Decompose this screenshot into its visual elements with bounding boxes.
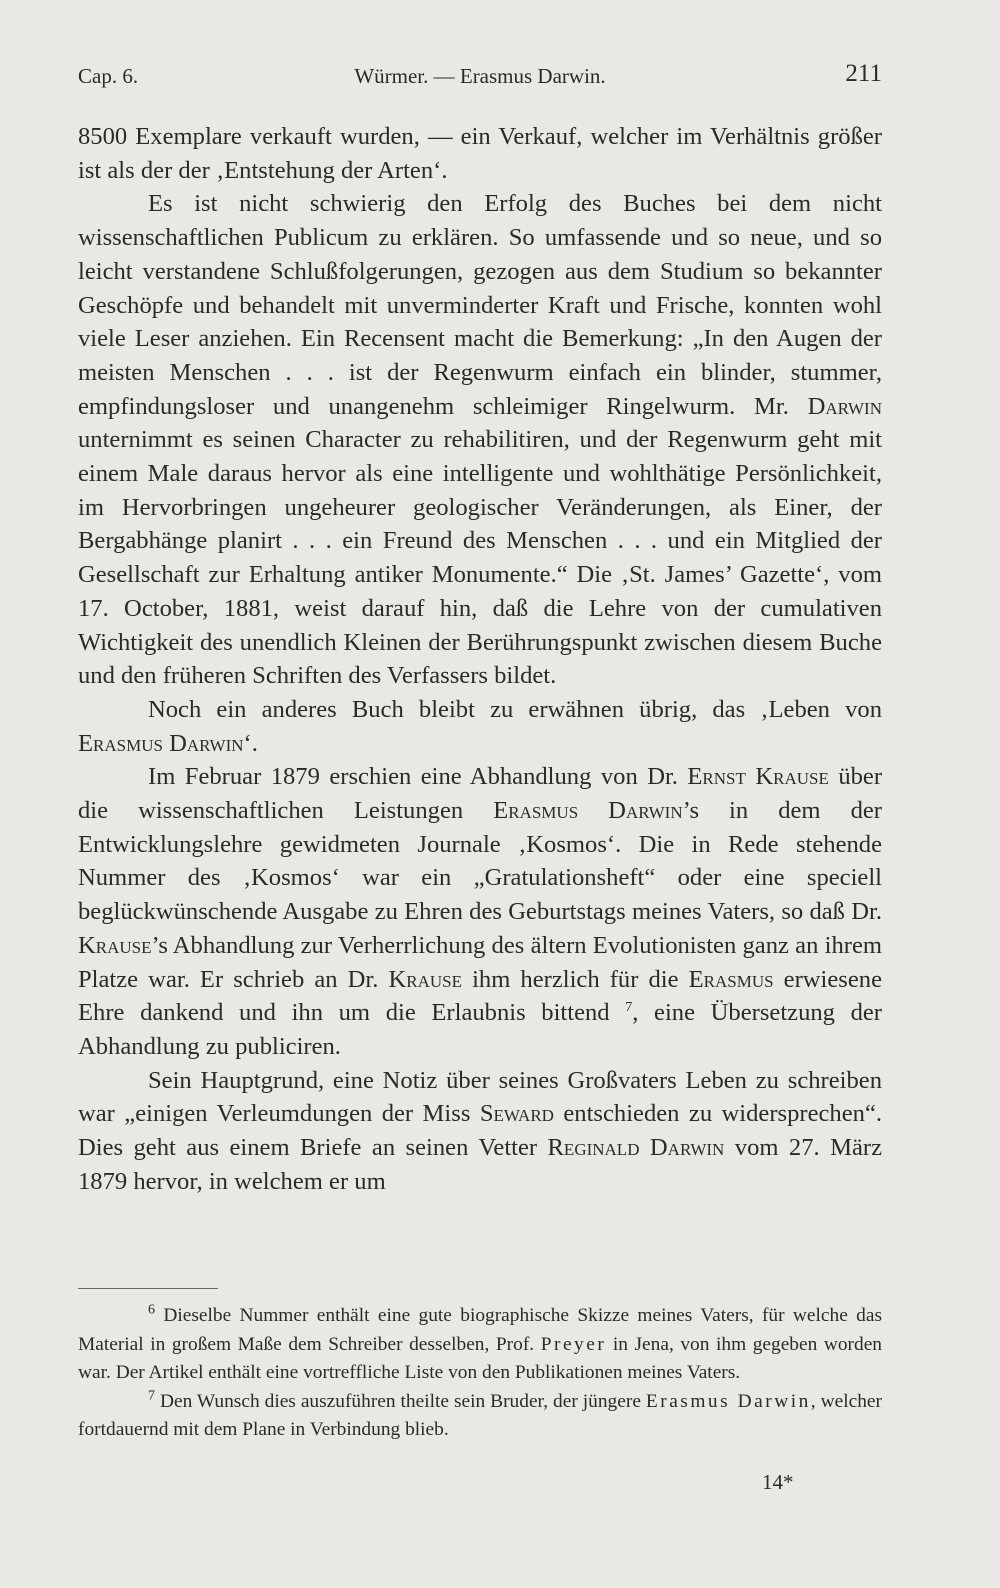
paragraph <box>78 760 882 1063</box>
text-run: Noch ein anderes Buch bleibt zu erwähnen übrig, das ‚Leben von <box>148 695 882 723</box>
text-run: Sein Hauptgrund, eine Notiz über seines Großvaters Leben zu schreiben war „einigen Verleumdungen der Miss <box>78 1066 882 1128</box>
text-run: über die wissenschaftlichen Leistungen <box>78 763 883 825</box>
paragraph <box>78 1064 882 1199</box>
footnote-ref: 7 <box>625 1000 633 1016</box>
text-run: Dieselbe Nummer enthält eine gute biographische Skizze meines Vaters, für welche das Material in großem Maße dem Schreiber desselben, Prof. <box>78 1305 882 1355</box>
text-run: , welcher fortdauernd mit dem Plane in Verbindung blieb. <box>78 1390 882 1440</box>
person-name: Erasmus <box>688 965 774 993</box>
person-name: Reginald Darwin <box>547 1134 725 1162</box>
footnote-mark: 6 <box>148 1302 155 1318</box>
text-run: Im Februar 1879 erschien eine Abhandlung von Dr. <box>148 763 678 791</box>
person-name: Preyer <box>540 1333 607 1355</box>
person-name: Krause <box>78 931 152 959</box>
paragraph <box>78 120 882 187</box>
person-name: Erasmus Darwin <box>78 729 244 757</box>
text-run: vom 27. März 1879 hervor, in welchem er um <box>78 1134 882 1195</box>
chapter-label: Cap. 6. <box>78 64 139 88</box>
text-run: erwiesene Ehre dankend und ihn um die Erlaubnis bittend <box>78 965 882 1027</box>
person-name: Erasmus Darwin <box>645 1390 811 1412</box>
paragraph <box>78 187 882 693</box>
text-run: ihm herzlich für die <box>472 965 679 993</box>
text-run: Den Wunsch dies auszuführen theilte sein Bruder, der jüngere <box>159 1390 641 1412</box>
person-name: Erasmus Darwin <box>493 797 683 825</box>
person-name: Ernst Krause <box>687 763 829 791</box>
text-run: unternimmt es seinen Character zu rehabilitiren, und der Regenwurm geht mit einem Male daraus hervor als eine intelligente und wohlthätige Persönlichkeit, im Hervorbringen ungeheurer geologischer Veränderungen, als Einer, der Bergabhänge planirt . . . ein Freund des Menschen . . . und ein Mitglied der Gesellschaft zur Erhaltung antiker Monumente.“ Die ‚St. James’ Gazette‘, vom 17. October, 1881, weist darauf hin, daß die Lehre von der cumulativen Wichtigkeit des unendlich Kleinen der Berührungspunkt zwischen diesem Buche und den früheren Schriften des Verfassers bildet. <box>78 426 882 690</box>
text-run: , eine Übersetzung der Abhandlung zu publiciren. <box>78 999 883 1060</box>
text-run: entschieden zu widersprechen“. Dies geht aus einem Briefe an seinen Vetter <box>78 1100 883 1162</box>
person-name: Seward <box>479 1100 554 1128</box>
footnote-mark: 7 <box>148 1388 155 1404</box>
footnotes <box>78 1302 882 1445</box>
paragraph <box>78 693 882 760</box>
main-text <box>78 120 882 1199</box>
person-name: Krause <box>388 965 462 993</box>
page-number: 211 <box>845 60 882 87</box>
text-run: 8500 Exemplare verkauft wurden, — ein Verkauf, welcher im Verhältnis größer ist als der der ‚Entstehung der Arten‘. <box>78 123 882 184</box>
text-run: ’s Abhandlung zur Verherrlichung des ältern Evolutionisten ganz an ihrem Platze war. Er schrieb an Dr. <box>78 931 882 993</box>
text-run: ’s in dem der Entwicklungslehre gewidmeten Journale ‚Kosmos‘. Die in Rede stehende Nummer des ‚Kosmos‘ war ein „Gratulationsheft“ oder eine speciell beglückwünschende Ausgabe zu Ehren des Geburtstags meines Vaters, so daß Dr. <box>78 797 882 926</box>
text-run: Es ist nicht schwierig den Erfolg des Buches bei dem nicht wissenschaftlichen Publicum zu erklären. So umfassende und so neue, und so leicht verstandene Schlußfolgerungen, gezogen aus dem Studium so bekannter Geschöpfe und behandelt mit unverminderter Kraft und Frische, konnten wohl viele Leser anziehen. Ein Recensent macht die Bemerkung: „In den Augen der meisten Menschen . . . ist der Regenwurm einfach ein blinder, stummer, empfindungsloser und unangenehm schleimiger Ringelwurm. Mr. <box>78 190 882 420</box>
footnote <box>78 1302 882 1388</box>
signature-mark: 14* <box>762 1470 794 1494</box>
footnote <box>78 1388 882 1445</box>
text-run: ‘. <box>243 729 258 757</box>
text-run: in Jena, von ihm gegeben worden war. Der Artikel enthält eine vortreffliche Liste von den Publikationen meines Vaters. <box>78 1333 883 1383</box>
footnote-rule <box>78 1288 218 1289</box>
running-header <box>78 60 882 96</box>
person-name: Darwin <box>807 392 882 420</box>
running-title: Würmer. — Erasmus Darwin. <box>354 64 606 88</box>
